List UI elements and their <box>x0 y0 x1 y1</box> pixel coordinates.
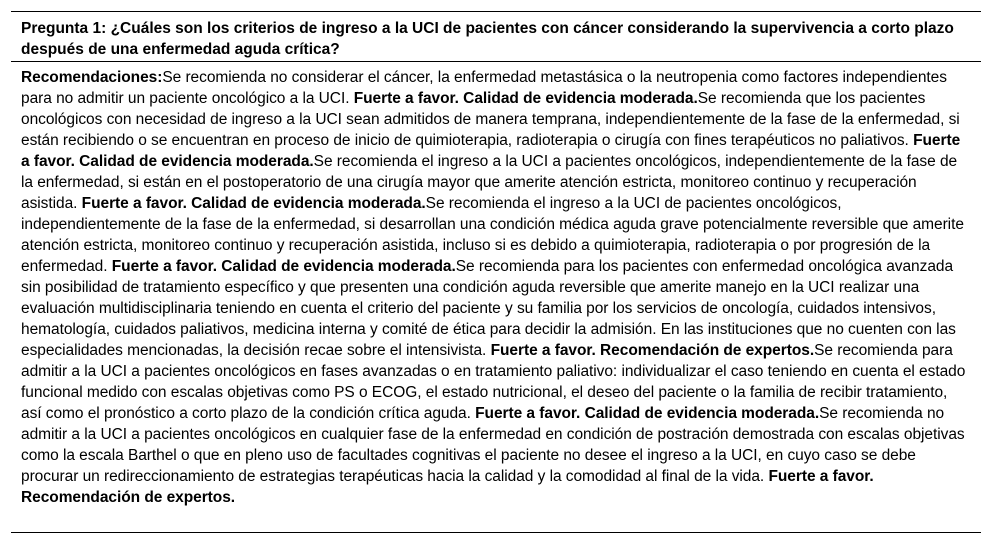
recommendations-paragraph <box>21 67 971 508</box>
recommendation-6-strength: Fuerte a favor. Calidad de evidencia moderada. <box>475 405 820 422</box>
recommendation-7-strength: Fuerte a favor. Recomendación de expertos. <box>21 468 874 506</box>
recommendation-2-text: Se recomienda que los pacientes oncológicos con necesidad de ingreso a la UCI sean admitidos de manera temprana, independientemente de la fase de la enfermedad, si están recibiendo o se encuentran en proceso de inicio de quimioterapia, radioterapia o cirugía con fines terapéuticos no paliativos. <box>21 90 960 149</box>
recommendation-5-text: Se recomienda para los pacientes con enfermedad oncológica avanzada sin posibilidad de tratamiento específico y que presenten una condición aguda reversible que amerite manejo en la UCI realizar una evaluación multidisciplinaria teniendo en cuenta el criterio del paciente y su familia por los servicios de oncología, cuidados intensivos, hematología, cuidados paliativos, medicina interna y comité de ética para decidir la admisión. En las instituciones que no cuenten con las especialidades mencionadas, la decisión recae sobre el intensivista. <box>21 258 956 359</box>
question-header <box>11 12 981 62</box>
recommendation-3-strength: Fuerte a favor. Calidad de evidencia moderada. <box>81 195 426 212</box>
recommendation-3-text: Se recomienda el ingreso a la UCI a pacientes oncológicos, independientemente de la fase de la enfermedad, si están en el postoperatorio de una cirugía mayor que amerite atención estricta, monitoreo continuo y recuperación asistida. <box>21 153 958 212</box>
recommendation-5-strength: Fuerte a favor. Recomendación de expertos. <box>490 342 815 359</box>
recommendation-4-strength: Fuerte a favor. Calidad de evidencia moderada. <box>111 258 456 275</box>
recommendation-1-strength: Fuerte a favor. Calidad de evidencia moderada. <box>353 90 698 107</box>
recommendation-4-text: Se recomienda el ingreso a la UCI de pacientes oncológicos, independientemente de la fase de la enfermedad, si desarrollan una condición médica aguda grave potencialmente reversible que amerite atención estricta, monitoreo continuo y recuperación asistida, incluso si es debido a quimioterapia, radioterapia o por progresión de la enfermedad. <box>21 195 964 275</box>
recommendation-table <box>11 11 981 533</box>
recommendation-7-text: Se recomienda no admitir a la UCI a pacientes oncológicos en cualquier fase de la enfermedad en condición de postración demostrada con escalas objetivas como la escala Barthel o que en pleno uso de facultades cognitivas el paciente no desee el ingreso a la UCI, en cuyo caso se debe procurar un redireccionamiento de estrategias terapéuticas hacia la calidad y la comodidad al final de la vida. <box>21 405 965 485</box>
recommendations-cell <box>11 62 981 508</box>
recommendation-6-text: Se recomienda para admitir a la UCI a pacientes oncológicos en fases avanzadas o en tratamiento paliativo: individualizar el caso teniendo en cuenta el estado funcional medido con escalas objetivas como PS o ECOG, el estado nutricional, el deseo del paciente o la familia de recibir tratamiento, así como el pronóstico a corto plazo de la condición crítica aguda. <box>21 342 966 422</box>
recommendation-1-text: Se recomienda no considerar el cáncer, la enfermedad metastásica o la neutropenia como factores independientes para no admitir un paciente oncológico a la UCI. <box>21 69 947 107</box>
question-title: Pregunta 1: ¿Cuáles son los criterios de ingreso a la UCI de pacientes con cáncer considerando la supervivencia a corto plazo después de una enfermedad aguda crítica? <box>21 20 954 58</box>
recommendations-label: Recomendaciones: <box>21 69 163 86</box>
recommendation-2-strength: Fuerte a favor. Calidad de evidencia moderada. <box>21 132 961 170</box>
